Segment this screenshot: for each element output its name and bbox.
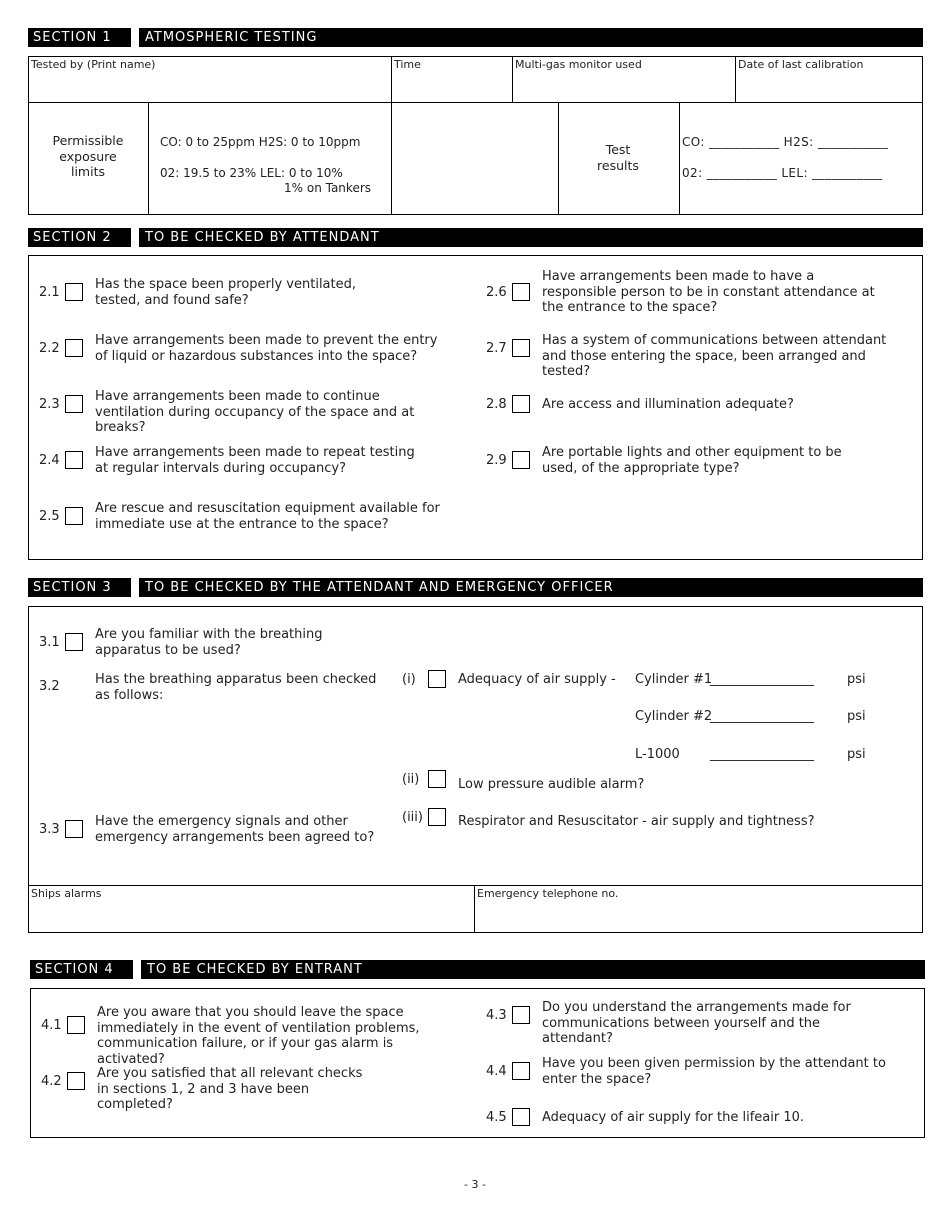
pel-line-2: 02: 19.5 to 23% LEL: 0 to 10% (160, 166, 343, 180)
section-4-title: TO BE CHECKED BY ENTRANT (141, 960, 925, 979)
item-2-4-number: 2.4 (39, 453, 60, 468)
sub-ii-number: (ii) (402, 772, 420, 787)
l1000-field[interactable]: ________________ (710, 747, 814, 762)
item-3-2-text: Has the breathing apparatus been checked as follows: (95, 672, 377, 703)
item-2-5-text: Are rescue and resuscitation equipment available for immediate use at the entrance to the space? (95, 501, 440, 532)
item-2-6-checkbox[interactable] (512, 283, 530, 301)
item-4-4-number: 4.4 (486, 1064, 507, 1079)
item-3-1-text: Are you familiar with the breathing apparatus to be used? (95, 627, 323, 658)
item-2-1-text: Has the space been properly ventilated, tested, and found safe? (95, 277, 356, 308)
time-field[interactable] (393, 73, 509, 100)
item-3-3-number: 3.3 (39, 822, 60, 837)
item-4-5-text: Adequacy of air supply for the lifeair 10. (542, 1110, 805, 1125)
item-2-8-number: 2.8 (486, 397, 507, 412)
item-2-3-text: Have arrangements been made to continue ventilation during occupancy of the space and at breaks? (95, 389, 415, 435)
item-2-2-checkbox[interactable] (65, 339, 83, 357)
section-3-title: TO BE CHECKED BY THE ATTENDANT AND EMERGENCY OFFICER (139, 578, 923, 597)
calibration-label: Date of last calibration (738, 58, 864, 71)
item-4-5-number: 4.5 (486, 1110, 507, 1125)
item-4-1-number: 4.1 (41, 1018, 62, 1033)
section-1-title: ATMOSPHERIC TESTING (139, 28, 923, 47)
section-2-title: TO BE CHECKED BY ATTENDANT (139, 228, 923, 247)
item-3-2-number: 3.2 (39, 679, 60, 694)
section-4-number: SECTION 4 (30, 960, 133, 979)
cylinder-2-field[interactable]: ________________ (710, 709, 814, 724)
item-4-5-checkbox[interactable] (512, 1108, 530, 1126)
item-2-5-checkbox[interactable] (65, 507, 83, 525)
sub-ii-checkbox[interactable] (428, 770, 446, 788)
emergency-phone-label: Emergency telephone no. (477, 887, 619, 900)
page-number: - 3 - (464, 1178, 486, 1191)
pel-line-3: 1% on Tankers (284, 181, 372, 195)
item-2-2-text: Have arrangements been made to prevent the entry of liquid or hazardous substances into the space? (95, 333, 438, 364)
item-3-1-checkbox[interactable] (65, 633, 83, 651)
item-3-3-checkbox[interactable] (65, 820, 83, 838)
cylinder-2-label: Cylinder #2 (635, 709, 713, 724)
ships-alarms-field[interactable] (30, 902, 472, 931)
section-3-number: SECTION 3 (28, 578, 131, 597)
sub-iii-text: Respirator and Resuscitator - air supply and tightness? (458, 814, 815, 829)
item-4-2-text: Are you satisfied that all relevant checks in sections 1, 2 and 3 have been completed? (97, 1066, 363, 1112)
sub-iii-checkbox[interactable] (428, 808, 446, 826)
item-4-4-checkbox[interactable] (512, 1062, 530, 1080)
test-results-label: Test results (597, 142, 639, 173)
sub-i-number: (i) (402, 672, 416, 687)
item-2-3-checkbox[interactable] (65, 395, 83, 413)
item-2-8-checkbox[interactable] (512, 395, 530, 413)
item-2-4-checkbox[interactable] (65, 451, 83, 469)
item-4-1-text: Are you aware that you should leave the space immediately in the event of ventilation problems, communication failure, or if your gas alarm is activated? (97, 1005, 420, 1067)
result-line-1[interactable]: CO: ___________ H2S: ___________ (682, 135, 889, 149)
time-label: Time (394, 58, 421, 71)
monitor-label: Multi-gas monitor used (515, 58, 642, 71)
item-4-4-text: Have you been given permission by the attendant to enter the space? (542, 1056, 886, 1087)
pel-label: Permissible exposure limits (52, 133, 124, 179)
item-4-1-checkbox[interactable] (67, 1016, 85, 1034)
section-1-number: SECTION 1 (28, 28, 131, 47)
sub-iii-number: (iii) (402, 810, 423, 825)
cylinder-1-label: Cylinder #1 (635, 672, 713, 687)
item-2-6-text: Have arrangements been made to have a responsible person to be in constant attendance at the entrance to the space? (542, 269, 875, 315)
item-4-3-checkbox[interactable] (512, 1006, 530, 1024)
emergency-phone-field[interactable] (476, 902, 921, 931)
monitor-field[interactable] (514, 73, 732, 100)
item-2-5-number: 2.5 (39, 509, 60, 524)
item-4-3-number: 4.3 (486, 1008, 507, 1023)
item-2-9-checkbox[interactable] (512, 451, 530, 469)
item-2-9-text: Are portable lights and other equipment to be used, of the appropriate type? (542, 445, 842, 476)
cylinder-1-unit: psi (847, 672, 866, 687)
section-2-number: SECTION 2 (28, 228, 131, 247)
tested-by-label: Tested by (Print name) (31, 58, 156, 71)
test-time-field[interactable] (393, 104, 556, 213)
l1000-unit: psi (847, 747, 866, 762)
item-2-6-number: 2.6 (486, 285, 507, 300)
item-2-7-text: Has a system of communications between attendant and those entering the space, been arranged and tested? (542, 333, 887, 379)
result-line-2[interactable]: 02: ___________ LEL: ___________ (682, 166, 883, 180)
cylinder-2-unit: psi (847, 709, 866, 724)
item-2-1-number: 2.1 (39, 285, 60, 300)
item-2-1-checkbox[interactable] (65, 283, 83, 301)
item-4-3-text: Do you understand the arrangements made for communications between yourself and the attendant? (542, 1000, 851, 1046)
sub-ii-text: Low pressure audible alarm? (458, 777, 645, 792)
l1000-label: L-1000 (635, 747, 680, 762)
cylinder-1-field[interactable]: ________________ (710, 672, 814, 687)
sub-i-text: Adequacy of air supply - (458, 672, 616, 687)
pel-line-1: CO: 0 to 25ppm H2S: 0 to 10ppm (160, 135, 361, 149)
item-2-2-number: 2.2 (39, 341, 60, 356)
item-2-3-number: 2.3 (39, 397, 60, 412)
item-4-2-checkbox[interactable] (67, 1072, 85, 1090)
item-3-1-number: 3.1 (39, 635, 60, 650)
tested-by-field[interactable] (30, 73, 388, 100)
sub-i-checkbox[interactable] (428, 670, 446, 688)
item-2-7-checkbox[interactable] (512, 339, 530, 357)
ships-alarms-label: Ships alarms (31, 887, 102, 900)
item-2-7-number: 2.7 (486, 341, 507, 356)
item-4-2-number: 4.2 (41, 1074, 62, 1089)
item-2-9-number: 2.9 (486, 453, 507, 468)
item-2-4-text: Have arrangements been made to repeat testing at regular intervals during occupancy? (95, 445, 415, 476)
calibration-field[interactable] (737, 73, 920, 100)
item-3-3-text: Have the emergency signals and other emergency arrangements been agreed to? (95, 814, 375, 845)
item-2-8-text: Are access and illumination adequate? (542, 397, 794, 412)
